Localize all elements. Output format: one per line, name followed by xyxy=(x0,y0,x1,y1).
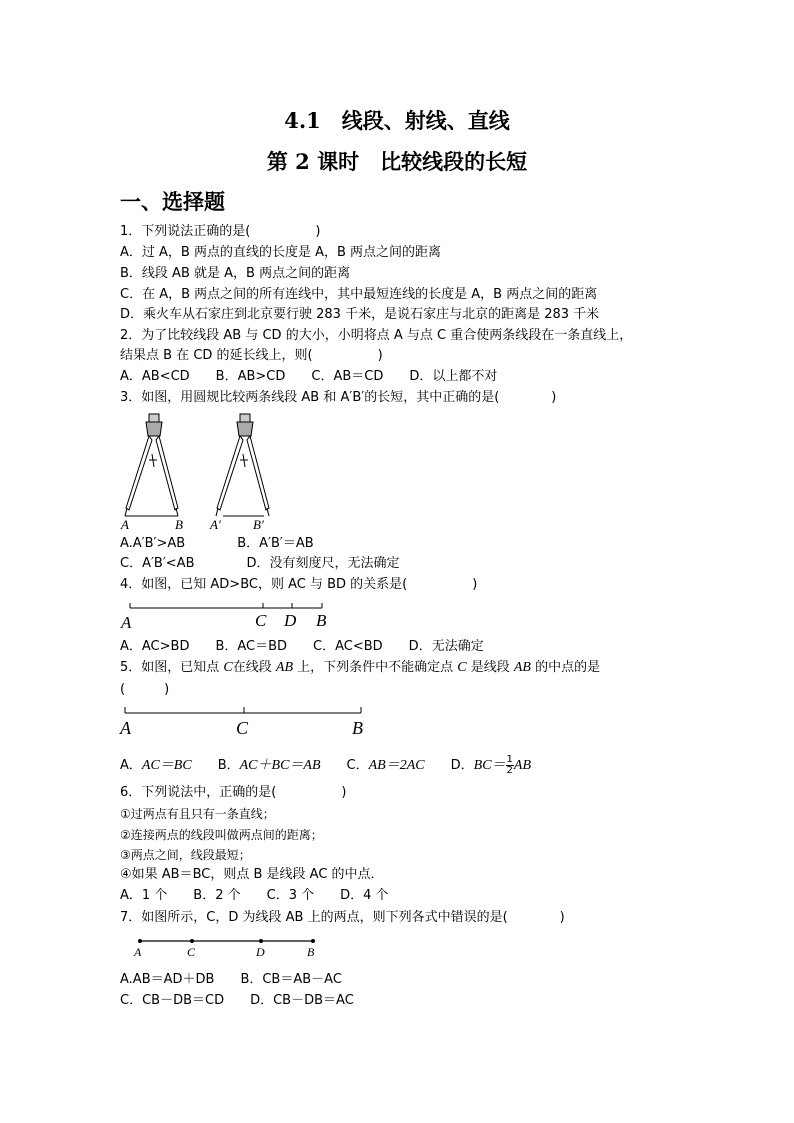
one-half-fraction: $\frac{1}{2}$ xyxy=(506,754,513,776)
point-d-label: D xyxy=(256,945,265,959)
q1-stem: 1．下列说法正确的是( ) xyxy=(120,224,321,239)
q5-answer-paren: ( ) xyxy=(120,682,170,697)
q6-statement-1: ①过两点有且只有一条直线； xyxy=(120,807,275,821)
q3-stem: 3．如图，用圆规比较两条线段 AB 和 A′B′的长短，其中正确的是( ) xyxy=(120,390,557,405)
q6-statement-2: ②连接两点的线段叫做两点间的距离； xyxy=(120,828,323,842)
label-a-prime: A′ xyxy=(210,517,221,532)
point-a-label: A xyxy=(134,945,142,959)
lesson-subtitle: 第 2 课时 比较线段的长短 xyxy=(266,149,528,174)
label-b-prime: B′ xyxy=(253,517,264,532)
q1-option-d: D．乘火车从石家庄到北京要行驶 283 千米，是说石家庄与北京的距离是 283 千米 xyxy=(120,307,600,322)
q7-options-line2: C．CB－DB＝CD D．CB－DB＝AC xyxy=(120,993,354,1008)
compass-right xyxy=(216,414,269,516)
q3-options-line2: C．A′B′<AB D．没有刻度尺，无法确定 xyxy=(120,556,400,571)
q4-options: A．AC>BD B．AC＝BD C．AC<BD D．无法确定 xyxy=(120,639,484,654)
point-c xyxy=(190,939,194,943)
q2-stem-line1: 2．为了比较线段 AB 与 CD 的大小，小明将点 A 与点 C 重合使两条线段在一条直线上， xyxy=(120,328,633,343)
q5-segment-figure xyxy=(118,704,378,740)
q1-option-c: C．在 A，B 两点之间的所有连线中，其中最短连线的长度是 A，B 两点之间的距离 xyxy=(120,287,598,302)
q6-options: A．1 个 B．2 个 C．3 个 D．4 个 xyxy=(120,888,389,903)
label-a: A xyxy=(121,517,129,532)
q5-options: A．AC＝BC B．AC＋BC＝AB C．AB＝2AC D．BC＝ $\frac{1}{2}$ AB xyxy=(120,754,532,776)
label-b: B xyxy=(175,517,183,532)
point-c-label: C xyxy=(187,945,196,959)
point-b-label: B xyxy=(307,945,315,959)
point-d xyxy=(259,939,263,943)
q3-options-line1: A.A′B′>AB B．A′B′＝AB xyxy=(120,536,314,551)
q7-options-line1: A.AB＝AD＋DB B．CB＝AB－AC xyxy=(120,972,342,987)
q2-stem-line2: 结果点 B 在 CD 的延长线上，则( ) xyxy=(120,348,383,363)
point-c-label: C xyxy=(255,611,267,630)
q7-stem: 7．如图所示，C，D 为线段 AB 上的两点，则下列各式中错误的是( ) xyxy=(120,910,565,925)
point-a-label: A xyxy=(120,718,131,738)
q4-segment-figure xyxy=(118,600,338,634)
q7-segment-figure xyxy=(125,934,325,962)
point-c-label: C xyxy=(236,718,249,738)
point-a xyxy=(138,939,142,943)
lesson-title: 4.1 线段、射线、直线 xyxy=(284,108,510,133)
compass-figure xyxy=(118,412,288,534)
q2-options: A．AB<CD B．AB>CD C．AB＝CD D．以上都不对 xyxy=(120,369,498,384)
point-b xyxy=(311,939,315,943)
point-b-label: B xyxy=(352,718,363,738)
point-b-label: B xyxy=(316,611,327,630)
q4-stem: 4．如图，已知 AD>BC，则 AC 与 BD 的关系是( ) xyxy=(120,577,478,592)
point-a-label: A xyxy=(121,613,132,632)
q6-statement-4: ④如果 AB＝BC，则点 B 是线段 AC 的中点． xyxy=(120,867,384,882)
q6-statement-3: ③两点之间，线段最短； xyxy=(120,848,251,862)
q6-stem: 6．下列说法中，正确的是( ) xyxy=(120,785,347,800)
q5-stem: 5．如图，已知点 C在线段 AB 上，下列条件中不能确定点 C 是线段 AB 的中点的是 xyxy=(120,660,601,675)
section-heading: 一、选择题 xyxy=(120,189,225,214)
q1-option-b: B．线段 AB 就是 A，B 两点之间的距离 xyxy=(120,266,351,281)
point-d-label: D xyxy=(284,611,297,630)
q1-option-a: A．过 A，B 两点的直线的长度是 A，B 两点之间的距离 xyxy=(120,245,442,260)
compass-left xyxy=(125,414,178,516)
